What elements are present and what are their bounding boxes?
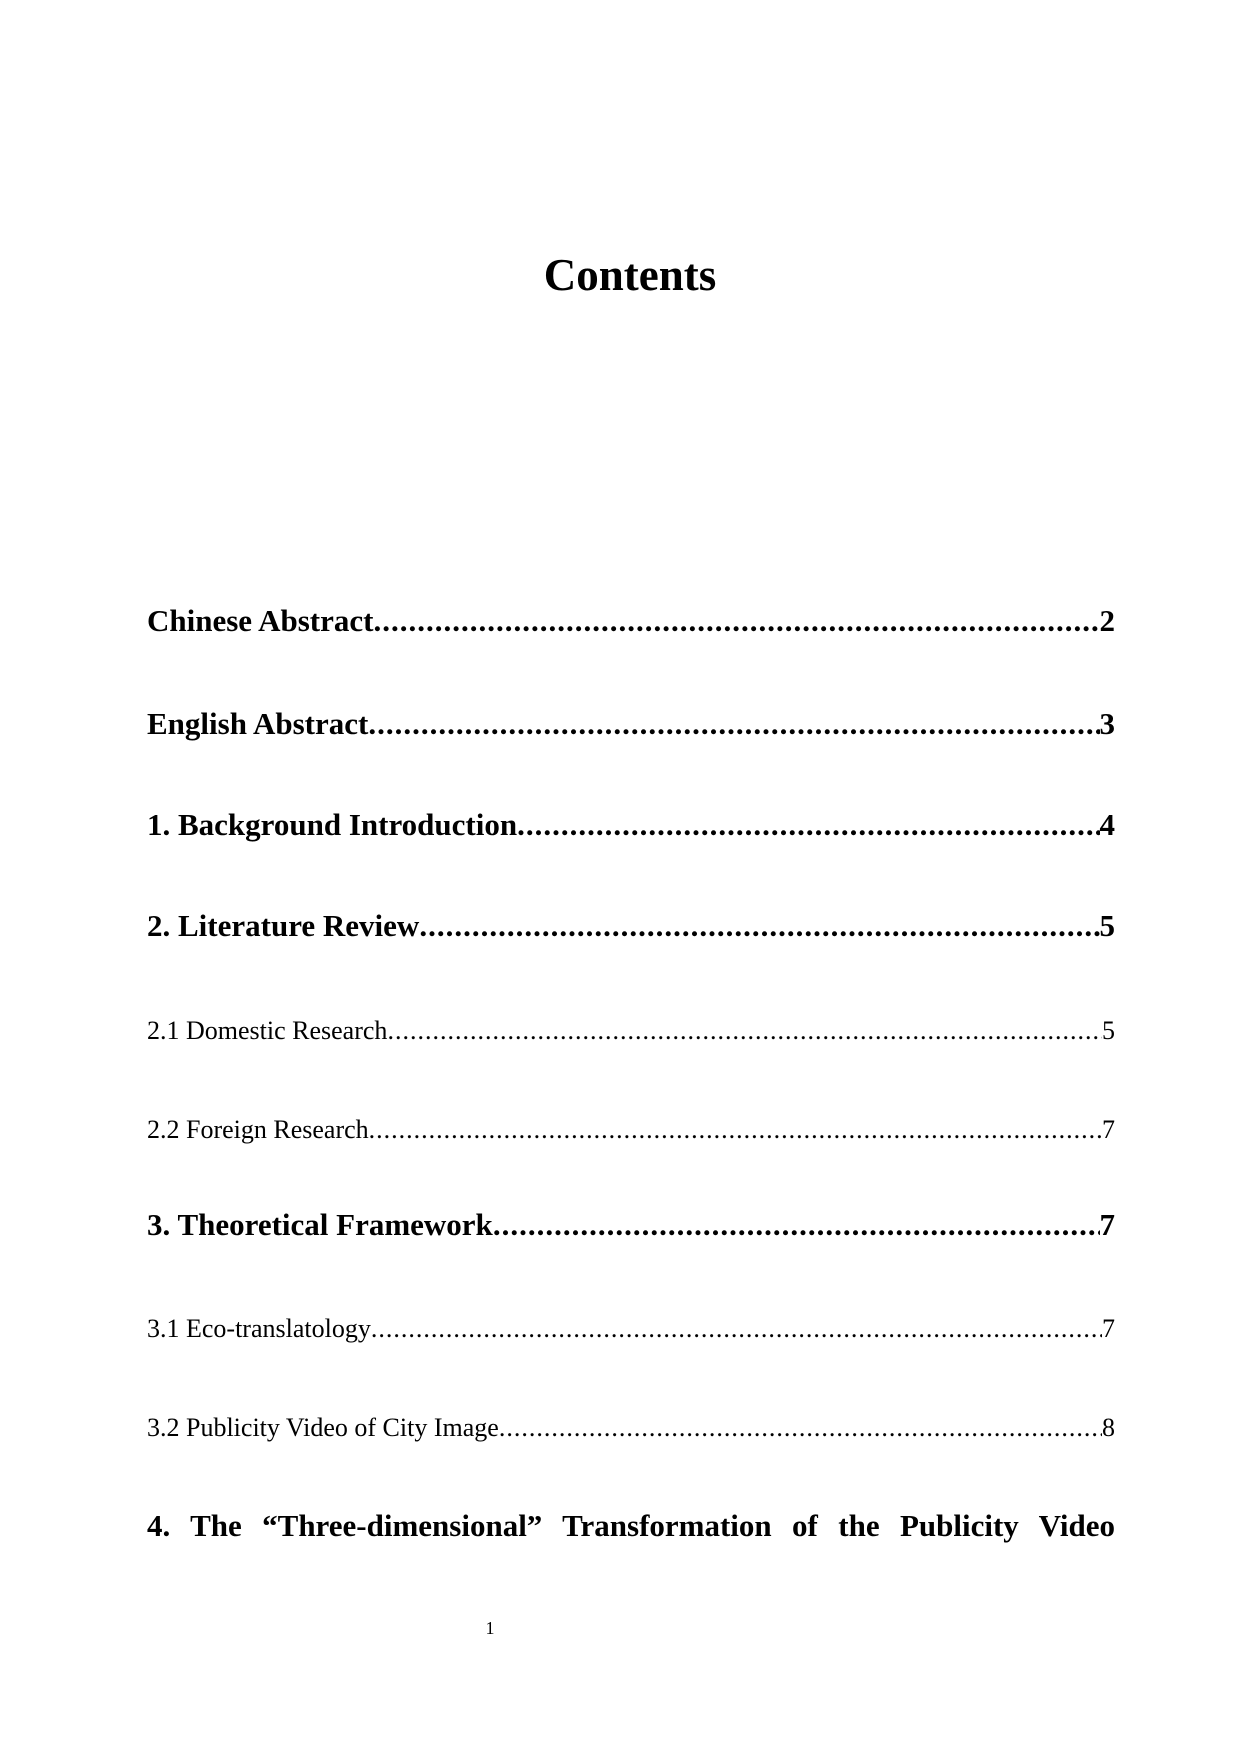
dot-leader bbox=[371, 1314, 1102, 1344]
toc-entry-page: 7 bbox=[1102, 1115, 1115, 1144]
dot-leader bbox=[517, 807, 1099, 843]
toc-entry-label: Chinese Abstract bbox=[147, 603, 374, 638]
toc-entry-chinese-abstract[interactable] bbox=[147, 603, 1115, 639]
toc-entry-page: 7 bbox=[1099, 1207, 1115, 1242]
toc-entry-page: 5 bbox=[1099, 908, 1115, 943]
toc-entry-foreign-research[interactable] bbox=[147, 1115, 1115, 1145]
toc-entry-label: 2. Literature Review bbox=[147, 908, 420, 943]
toc-entry-background-introduction[interactable] bbox=[147, 807, 1115, 843]
dot-leader bbox=[387, 1016, 1102, 1046]
toc-entry-page: 5 bbox=[1102, 1016, 1115, 1045]
toc-entry-theoretical-framework[interactable] bbox=[147, 1207, 1115, 1243]
toc-entry-literature-review[interactable] bbox=[147, 908, 1115, 944]
toc-entry-label: 2.2 Foreign Research bbox=[147, 1115, 369, 1144]
toc-entry-label: English Abstract bbox=[147, 706, 369, 741]
dot-leader bbox=[373, 603, 1099, 639]
toc-entry-label: 3.2 Publicity Video of City Image bbox=[147, 1413, 499, 1442]
dot-leader bbox=[369, 1115, 1102, 1145]
toc-entry-label: 4. The “Three-dimensional” Transformation of the Publicity Video bbox=[147, 1508, 1115, 1543]
toc-entry-domestic-research[interactable] bbox=[147, 1016, 1115, 1046]
dot-leader bbox=[419, 908, 1099, 944]
dot-leader bbox=[499, 1413, 1102, 1443]
toc-entry-english-abstract[interactable] bbox=[147, 706, 1115, 742]
toc-entry-page: 3 bbox=[1099, 706, 1115, 741]
toc-entry-label: 2.1 Domestic Research bbox=[147, 1016, 388, 1045]
toc-entry-label: 3. Theoretical Framework bbox=[147, 1207, 493, 1242]
toc-entry-page: 4 bbox=[1099, 807, 1115, 842]
toc-entry-page: 7 bbox=[1102, 1314, 1115, 1343]
dot-leader bbox=[368, 706, 1099, 742]
toc-entry-page: 2 bbox=[1099, 603, 1115, 638]
toc-entry-label: 3.1 Eco-translatology bbox=[147, 1314, 371, 1343]
toc-entry-eco-translatology[interactable] bbox=[147, 1314, 1115, 1344]
dot-leader bbox=[493, 1207, 1100, 1243]
toc-entry-page: 8 bbox=[1102, 1413, 1115, 1442]
toc-entry-label: 1. Background Introduction bbox=[147, 807, 518, 842]
toc-entry-three-dimensional-transformation[interactable] bbox=[147, 1508, 1115, 1544]
page-title: Contents bbox=[543, 250, 717, 300]
toc-entry-publicity-video-city-image[interactable] bbox=[147, 1413, 1115, 1443]
page-number: 1 bbox=[485, 1618, 495, 1638]
